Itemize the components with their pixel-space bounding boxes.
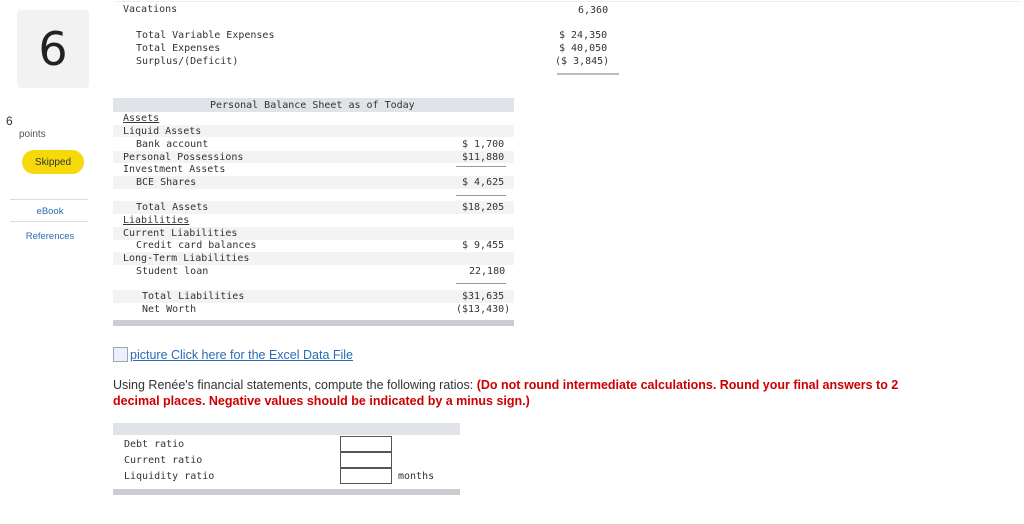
top-table-bottom-rule [557,73,619,75]
net-worth-value: ($13,430) [456,304,511,315]
total-expenses-value: $ 40,050 [559,43,608,54]
total-variable-value: $ 24,350 [559,30,608,41]
sidebar-divider [10,221,88,222]
picture-icon [113,347,128,362]
net-worth-label: Net Worth [142,304,197,315]
surplus-label: Surplus/(Deficit) [136,56,239,67]
total-expenses-label: Total Expenses [136,43,221,54]
investment-assets-label: Investment Assets [123,164,226,175]
total-assets-value: $18,205 [462,202,505,213]
liquidity-ratio-label: Liquidity ratio [124,471,215,482]
subtotal-rule [456,283,506,284]
debt-ratio-input[interactable] [340,436,392,452]
total-assets-label: Total Assets [136,202,209,213]
liabilities-heading: Liabilities [123,215,190,226]
total-liabilities-label: Total Liabilities [142,291,245,302]
bce-shares-value: $ 4,625 [462,177,505,188]
question-number: 6 [17,10,89,88]
personal-possessions-value: $11,880 [462,152,505,163]
instructions [113,377,913,409]
balance-sheet-title: Personal Balance Sheet as of Today [210,100,415,111]
vacations-label: Vacations [123,4,178,15]
liquidity-ratio-input[interactable] [340,468,392,484]
ratio-table-footer [113,489,460,495]
sidebar-divider [10,199,88,200]
current-liabilities-label: Current Liabilities [123,228,238,239]
bank-account-label: Bank account [136,139,209,150]
references-link[interactable]: References [25,231,75,242]
credit-card-label: Credit card balances [136,240,257,251]
surplus-value: ($ 3,845) [555,56,610,67]
excel-data-link-text: picture Click here for the Excel Data File [130,347,354,362]
credit-card-value: $ 9,455 [462,240,505,251]
total-liabilities-value: $31,635 [462,291,505,302]
total-variable-label: Total Variable Expenses [136,30,275,41]
liquidity-ratio-unit: months [398,471,435,482]
points-label: points [19,129,46,140]
liquid-assets-label: Liquid Assets [123,126,202,137]
current-ratio-label: Current ratio [124,455,203,466]
current-ratio-input[interactable] [340,452,392,468]
balance-sheet-footer [113,320,514,326]
ratio-table-header [113,423,460,435]
student-loan-label: Student loan [136,266,209,277]
assets-heading: Assets [123,113,160,124]
long-term-label: Long-Term Liabilities [123,253,250,264]
skipped-badge: Skipped [22,150,84,174]
bank-account-value: $ 1,700 [462,139,505,150]
instructions-text: Using Renée's financial statements, compute the following ratios: [113,378,477,392]
subtotal-rule [456,166,506,167]
ebook-link[interactable]: eBook [36,206,64,217]
top-table-rule [116,1,1020,2]
student-loan-value: 22,180 [469,266,506,277]
instructions-emphasis: (Do not round intermediate calculations. Round your final answers to 2 decimal places. Negative values should be indicated by a minus sign.) [113,378,899,408]
subtotal-rule [456,195,506,196]
bce-shares-label: BCE Shares [136,177,197,188]
personal-possessions-label: Personal Possessions [123,152,244,163]
excel-data-link[interactable] [113,347,353,362]
vacations-value: 6,360 [578,5,609,16]
debt-ratio-label: Debt ratio [124,439,185,450]
points-value: 6 [6,114,13,128]
